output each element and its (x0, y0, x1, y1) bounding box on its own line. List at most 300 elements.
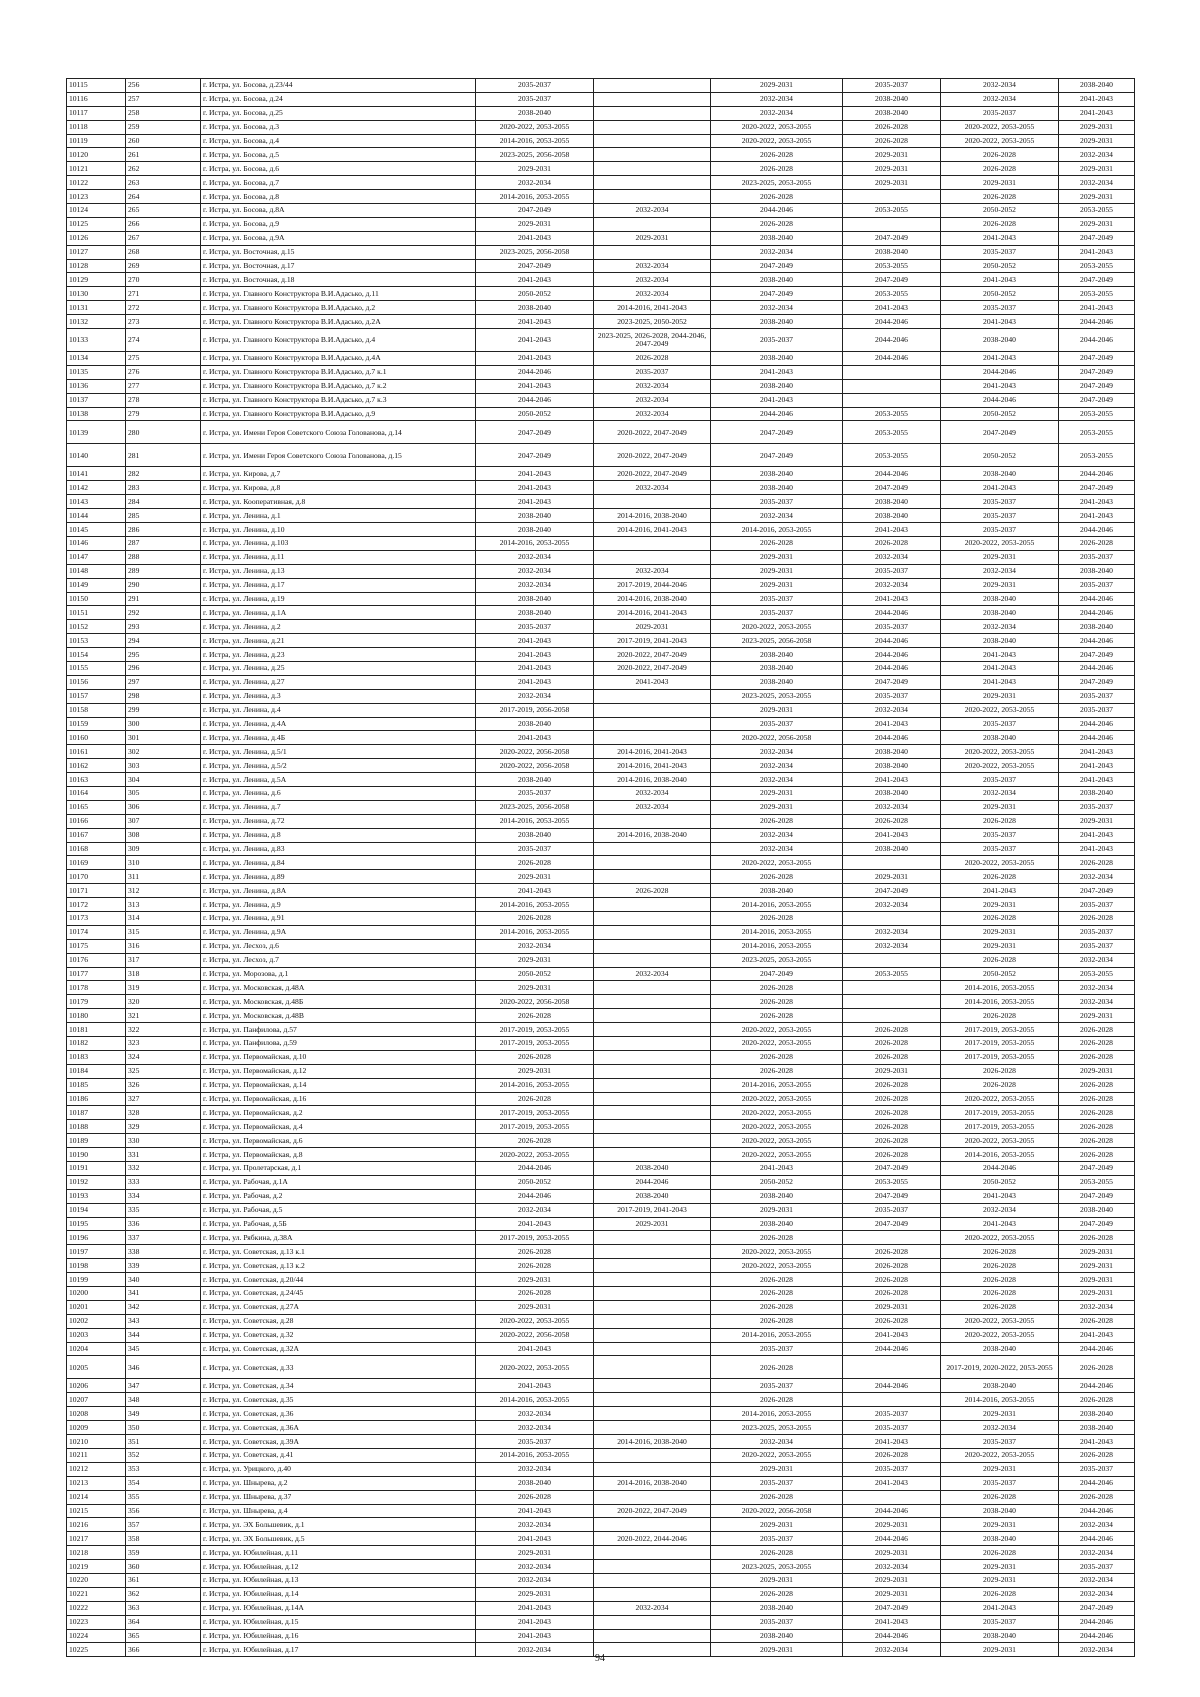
table-row (67, 648, 1135, 662)
cell-period-1: 2041-2043 (476, 315, 594, 329)
cell-address: г. Истра, ул. Урицкого, д.40 (201, 1462, 476, 1476)
cell-row-number: 363 (126, 1601, 201, 1615)
cell-period-2 (594, 176, 711, 190)
cell-row-number: 287 (126, 536, 201, 550)
table-row (67, 1189, 1135, 1203)
cell-period-2: 2020-2022, 2047-2049 (594, 661, 711, 675)
cell-period-4: 2029-2031 (843, 1573, 941, 1587)
cell-row-number: 352 (126, 1448, 201, 1462)
cell-period-4: 2038-2040 (843, 786, 941, 800)
cell-period-5: 2026-2028 (941, 1546, 1059, 1560)
cell-period-6: 2044-2046 (1059, 606, 1135, 620)
cell-period-2: 2041-2043 (594, 675, 711, 689)
document-page (66, 78, 1134, 1657)
cell-row-number: 354 (126, 1476, 201, 1490)
cell-row-number: 306 (126, 800, 201, 814)
cell-row-id: 10158 (67, 703, 126, 717)
cell-row-number: 308 (126, 828, 201, 842)
cell-row-number: 353 (126, 1462, 201, 1476)
cell-period-6: 2041-2043 (1059, 828, 1135, 842)
cell-period-3: 2035-2037 (711, 1532, 843, 1546)
cell-period-3: 2029-2031 (711, 564, 843, 578)
cell-row-number: 309 (126, 842, 201, 856)
cell-row-id: 10182 (67, 1037, 126, 1051)
cell-row-number: 303 (126, 759, 201, 773)
cell-period-6: 2044-2046 (1059, 1342, 1135, 1356)
cell-period-5: 2035-2037 (941, 842, 1059, 856)
cell-period-3: 2029-2031 (711, 1203, 843, 1217)
cell-period-4: 2044-2046 (843, 315, 941, 329)
cell-row-id: 10210 (67, 1435, 126, 1449)
cell-period-4: 2038-2040 (843, 245, 941, 259)
cell-period-3: 2035-2037 (711, 1342, 843, 1356)
table-row (67, 634, 1135, 648)
cell-period-6: 2047-2049 (1059, 365, 1135, 379)
cell-period-2: 2023-2025, 2050-2052 (594, 315, 711, 329)
cell-address: г. Истра, ул. Первомайская, д.12 (201, 1064, 476, 1078)
cell-period-1: 2041-2043 (476, 1342, 594, 1356)
cell-period-4 (843, 393, 941, 407)
cell-row-id: 10148 (67, 564, 126, 578)
cell-row-number: 297 (126, 675, 201, 689)
cell-period-6: 2026-2028 (1059, 1037, 1135, 1051)
cell-period-6: 2044-2046 (1059, 1532, 1135, 1546)
cell-period-5: 2035-2037 (941, 773, 1059, 787)
cell-period-5: 2029-2031 (941, 925, 1059, 939)
cell-row-id: 10155 (67, 661, 126, 675)
cell-period-2: 2032-2034 (594, 786, 711, 800)
cell-row-number: 257 (126, 92, 201, 106)
cell-period-3: 2041-2043 (711, 1162, 843, 1176)
cell-period-4: 2053-2055 (843, 259, 941, 273)
cell-period-4: 2032-2034 (843, 898, 941, 912)
cell-period-3: 2020-2022, 2053-2055 (711, 1092, 843, 1106)
cell-period-2: 2032-2034 (594, 273, 711, 287)
cell-period-2: 2014-2016, 2041-2043 (594, 745, 711, 759)
cell-period-4: 2044-2046 (843, 731, 941, 745)
table-row (67, 1050, 1135, 1064)
cell-period-6: 2053-2055 (1059, 407, 1135, 421)
cell-row-number: 314 (126, 911, 201, 925)
cell-period-2 (594, 1314, 711, 1328)
cell-address: г. Истра, ул. Главного Конструктора В.И.Адасько, д.7 к.2 (201, 379, 476, 393)
cell-period-4: 2026-2028 (843, 1037, 941, 1051)
table-row (67, 1175, 1135, 1189)
cell-period-6: 2026-2028 (1059, 1314, 1135, 1328)
cell-period-4: 2032-2034 (843, 550, 941, 564)
cell-row-number: 360 (126, 1560, 201, 1574)
cell-row-number: 276 (126, 365, 201, 379)
cell-row-number: 356 (126, 1504, 201, 1518)
cell-period-6: 2047-2049 (1059, 1217, 1135, 1231)
cell-period-5: 2026-2028 (941, 1259, 1059, 1273)
cell-row-number: 295 (126, 648, 201, 662)
cell-period-6: 2026-2028 (1059, 1023, 1135, 1037)
cell-period-6: 2047-2049 (1059, 273, 1135, 287)
cell-period-1: 2041-2043 (476, 467, 594, 481)
cell-period-6: 2026-2028 (1059, 1148, 1135, 1162)
cell-period-2 (594, 1287, 711, 1301)
cell-period-5: 2050-2052 (941, 259, 1059, 273)
schedule-table-body (67, 79, 1135, 1657)
cell-period-5: 2020-2022, 2053-2055 (941, 1231, 1059, 1245)
cell-period-2 (594, 245, 711, 259)
cell-period-3: 2020-2022, 2053-2055 (711, 1037, 843, 1051)
cell-period-1: 2047-2049 (476, 204, 594, 218)
cell-row-id: 10167 (67, 828, 126, 842)
cell-period-3: 2032-2034 (711, 745, 843, 759)
cell-row-id: 10224 (67, 1629, 126, 1643)
cell-address: г. Истра, ул. Кирова, д.8 (201, 481, 476, 495)
cell-row-number: 263 (126, 176, 201, 190)
cell-period-3: 2020-2022, 2053-2055 (711, 1259, 843, 1273)
cell-period-4 (843, 190, 941, 204)
cell-period-1: 2032-2034 (476, 1407, 594, 1421)
cell-period-4: 2035-2037 (843, 1203, 941, 1217)
cell-row-number: 285 (126, 509, 201, 523)
cell-address: г. Истра, ул. Босова, д.8А (201, 204, 476, 218)
cell-row-number: 272 (126, 301, 201, 315)
cell-period-4: 2032-2034 (843, 703, 941, 717)
cell-row-number: 292 (126, 606, 201, 620)
cell-row-id: 10117 (67, 106, 126, 120)
cell-row-id: 10195 (67, 1217, 126, 1231)
cell-row-id: 10183 (67, 1050, 126, 1064)
cell-address: г. Истра, ул. Главного Конструктора В.И.Адасько, д.2А (201, 315, 476, 329)
cell-period-2: 2026-2028 (594, 884, 711, 898)
cell-period-5: 2041-2043 (941, 315, 1059, 329)
cell-address: г. Истра, ул. Ленина, д.2 (201, 620, 476, 634)
cell-period-3: 2038-2040 (711, 884, 843, 898)
cell-period-2 (594, 1421, 711, 1435)
cell-period-6: 2053-2055 (1059, 259, 1135, 273)
table-row (67, 898, 1135, 912)
cell-period-1: 2014-2016, 2053-2055 (476, 1448, 594, 1462)
cell-row-id: 10129 (67, 273, 126, 287)
cell-row-id: 10115 (67, 79, 126, 93)
cell-period-3: 2038-2040 (711, 1601, 843, 1615)
table-row (67, 564, 1135, 578)
cell-address: г. Истра, ул. Ленина, д.91 (201, 911, 476, 925)
cell-period-3: 2026-2028 (711, 911, 843, 925)
cell-address: г. Истра, ул. Ленина, д.17 (201, 578, 476, 592)
cell-period-5: 2041-2043 (941, 661, 1059, 675)
cell-row-number: 325 (126, 1064, 201, 1078)
cell-period-5: 2032-2034 (941, 786, 1059, 800)
table-row (67, 204, 1135, 218)
cell-period-3: 2026-2028 (711, 1009, 843, 1023)
cell-address: г. Истра, ул. Имени Героя Советского Союза Голованова, д.15 (201, 444, 476, 467)
cell-address: г. Истра, ул. Ленина, д.6 (201, 786, 476, 800)
cell-period-5: 2026-2028 (941, 1064, 1059, 1078)
cell-row-number: 333 (126, 1175, 201, 1189)
cell-period-3: 2020-2022, 2056-2058 (711, 1504, 843, 1518)
cell-address: г. Истра, ул. Юбилейная, д.11 (201, 1546, 476, 1560)
cell-address: г. Истра, ул. Первомайская, д.6 (201, 1134, 476, 1148)
cell-period-4: 2029-2031 (843, 176, 941, 190)
cell-period-2: 2038-2040 (594, 1189, 711, 1203)
table-row (67, 800, 1135, 814)
cell-address: г. Истра, ул. Советская, д.39А (201, 1435, 476, 1449)
cell-period-1: 2041-2043 (476, 1217, 594, 1231)
cell-row-number: 319 (126, 981, 201, 995)
cell-address: г. Истра, ул. Ленина, д.21 (201, 634, 476, 648)
cell-period-5: 2041-2043 (941, 379, 1059, 393)
table-row (67, 731, 1135, 745)
table-row (67, 1573, 1135, 1587)
cell-address: г. Истра, ул. Главного Конструктора В.И.Адасько, д.9 (201, 407, 476, 421)
cell-period-6: 2041-2043 (1059, 495, 1135, 509)
cell-address: г. Истра, ул. Кирова, д.7 (201, 467, 476, 481)
cell-period-4: 2044-2046 (843, 1504, 941, 1518)
cell-period-6: 2029-2031 (1059, 1259, 1135, 1273)
cell-period-4: 2041-2043 (843, 828, 941, 842)
cell-period-5: 2050-2052 (941, 204, 1059, 218)
table-row (67, 1393, 1135, 1407)
cell-period-2 (594, 217, 711, 231)
cell-period-4 (843, 1393, 941, 1407)
cell-period-6: 2032-2034 (1059, 1518, 1135, 1532)
cell-period-2 (594, 898, 711, 912)
table-row (67, 1587, 1135, 1601)
cell-period-4 (843, 953, 941, 967)
cell-period-3: 2038-2040 (711, 273, 843, 287)
cell-period-4: 2029-2031 (843, 870, 941, 884)
cell-period-4 (843, 379, 941, 393)
table-row (67, 1629, 1135, 1643)
cell-period-5: 2050-2052 (941, 967, 1059, 981)
cell-period-2 (594, 717, 711, 731)
table-row (67, 550, 1135, 564)
cell-period-5: 2038-2040 (941, 731, 1059, 745)
cell-period-3: 2038-2040 (711, 1629, 843, 1643)
cell-address: г. Истра, ул. Первомайская, д.10 (201, 1050, 476, 1064)
table-row (67, 495, 1135, 509)
cell-period-1: 2032-2034 (476, 939, 594, 953)
cell-period-6: 2047-2049 (1059, 231, 1135, 245)
cell-period-1: 2041-2043 (476, 1379, 594, 1393)
cell-row-id: 10159 (67, 717, 126, 731)
cell-address: г. Истра, ул. Лесхоз, д.7 (201, 953, 476, 967)
cell-period-5: 2041-2043 (941, 352, 1059, 366)
table-row (67, 379, 1135, 393)
cell-period-5: 2041-2043 (941, 1189, 1059, 1203)
cell-period-4: 2026-2028 (843, 814, 941, 828)
cell-period-2 (594, 939, 711, 953)
cell-period-4: 2053-2055 (843, 204, 941, 218)
cell-period-1: 2014-2016, 2053-2055 (476, 536, 594, 550)
cell-row-id: 10170 (67, 870, 126, 884)
cell-period-2 (594, 92, 711, 106)
cell-row-id: 10133 (67, 329, 126, 352)
cell-period-5: 2029-2031 (941, 1560, 1059, 1574)
cell-period-5: 2041-2043 (941, 1217, 1059, 1231)
cell-address: г. Истра, ул. Юбилейная, д.17 (201, 1643, 476, 1657)
cell-address: г. Истра, ул. Ленина, д.89 (201, 870, 476, 884)
cell-period-3: 2032-2034 (711, 509, 843, 523)
table-row (67, 1560, 1135, 1574)
cell-row-id: 10180 (67, 1009, 126, 1023)
cell-period-4 (843, 1356, 941, 1379)
cell-period-3: 2023-2025, 2053-2055 (711, 1560, 843, 1574)
cell-period-2 (594, 1300, 711, 1314)
cell-period-1: 2041-2043 (476, 1504, 594, 1518)
table-row (67, 315, 1135, 329)
cell-period-2 (594, 1379, 711, 1393)
table-row (67, 884, 1135, 898)
cell-row-number: 364 (126, 1615, 201, 1629)
cell-address: г. Истра, ул. Московская, д.48А (201, 981, 476, 995)
cell-period-2: 2014-2016, 2038-2040 (594, 773, 711, 787)
cell-address: г. Истра, ул. Советская, д.27А (201, 1300, 476, 1314)
cell-period-5: 2029-2031 (941, 1407, 1059, 1421)
cell-row-id: 10181 (67, 1023, 126, 1037)
cell-address: г. Истра, ул. Советская, д.33 (201, 1356, 476, 1379)
cell-period-3: 2038-2040 (711, 315, 843, 329)
cell-row-id: 10173 (67, 911, 126, 925)
cell-period-6: 2044-2046 (1059, 523, 1135, 537)
cell-period-3: 2029-2031 (711, 1462, 843, 1476)
cell-address: г. Истра, ул. Главного Конструктора В.И.Адасько, д.4А (201, 352, 476, 366)
cell-period-1: 2032-2034 (476, 550, 594, 564)
cell-period-2 (594, 1462, 711, 1476)
cell-period-2 (594, 495, 711, 509)
cell-period-5: 2026-2028 (941, 1245, 1059, 1259)
cell-row-number: 264 (126, 190, 201, 204)
cell-row-number: 324 (126, 1050, 201, 1064)
cell-period-6: 2044-2046 (1059, 1476, 1135, 1490)
cell-address: г. Истра, ул. Ленина, д.4Б (201, 731, 476, 745)
cell-period-4: 2047-2049 (843, 1189, 941, 1203)
cell-period-2 (594, 1120, 711, 1134)
cell-period-3: 2023-2025, 2053-2055 (711, 953, 843, 967)
cell-period-6: 2035-2037 (1059, 689, 1135, 703)
cell-period-2: 2029-2031 (594, 1217, 711, 1231)
cell-period-6: 2041-2043 (1059, 245, 1135, 259)
cell-period-2: 2032-2034 (594, 481, 711, 495)
table-row (67, 1120, 1135, 1134)
cell-period-4: 2047-2049 (843, 884, 941, 898)
cell-row-id: 10215 (67, 1504, 126, 1518)
cell-period-5: 2038-2040 (941, 329, 1059, 352)
table-row (67, 1518, 1135, 1532)
table-row (67, 217, 1135, 231)
cell-period-6: 2044-2046 (1059, 634, 1135, 648)
cell-period-1: 2041-2043 (476, 634, 594, 648)
cell-row-number: 311 (126, 870, 201, 884)
cell-period-1: 2014-2016, 2053-2055 (476, 898, 594, 912)
cell-period-3: 2020-2022, 2053-2055 (711, 1134, 843, 1148)
cell-period-1: 2041-2043 (476, 1601, 594, 1615)
cell-period-1: 2032-2034 (476, 1573, 594, 1587)
cell-period-2: 2017-2019, 2041-2043 (594, 1203, 711, 1217)
cell-period-1: 2017-2019, 2053-2055 (476, 1106, 594, 1120)
cell-period-5: 2035-2037 (941, 523, 1059, 537)
cell-address: г. Истра, ул. Ленина, д.3 (201, 689, 476, 703)
cell-row-id: 10192 (67, 1175, 126, 1189)
table-row (67, 421, 1135, 444)
cell-row-number: 278 (126, 393, 201, 407)
cell-period-1: 2041-2043 (476, 661, 594, 675)
cell-period-3: 2038-2040 (711, 231, 843, 245)
cell-address: г. Истра, ул. Советская, д.32А (201, 1342, 476, 1356)
cell-period-6: 2026-2028 (1059, 1134, 1135, 1148)
cell-period-2 (594, 1629, 711, 1643)
cell-period-3: 2026-2028 (711, 1546, 843, 1560)
table-row (67, 190, 1135, 204)
cell-period-3: 2038-2040 (711, 1189, 843, 1203)
table-row (67, 329, 1135, 352)
cell-address: г. Истра, ул. Юбилейная, д.14А (201, 1601, 476, 1615)
cell-period-3: 2014-2016, 2053-2055 (711, 925, 843, 939)
cell-row-number: 256 (126, 79, 201, 93)
cell-address: г. Истра, ул. Советская, д.20/44 (201, 1273, 476, 1287)
cell-address: г. Истра, ул. Ленина, д.5/1 (201, 745, 476, 759)
cell-period-5: 2020-2022, 2053-2055 (941, 856, 1059, 870)
cell-period-6: 2026-2028 (1059, 1393, 1135, 1407)
table-row (67, 1245, 1135, 1259)
cell-period-3: 2026-2028 (711, 162, 843, 176)
cell-period-5: 2026-2028 (941, 217, 1059, 231)
cell-period-2 (594, 1560, 711, 1574)
cell-address: г. Истра, ул. Ленина, д.10 (201, 523, 476, 537)
cell-period-2 (594, 148, 711, 162)
cell-period-3: 2026-2028 (711, 981, 843, 995)
cell-period-4: 2029-2031 (843, 148, 941, 162)
cell-period-5: 2047-2049 (941, 421, 1059, 444)
cell-period-5: 2014-2016, 2053-2055 (941, 1393, 1059, 1407)
cell-period-1: 2029-2031 (476, 217, 594, 231)
cell-period-1: 2032-2034 (476, 1462, 594, 1476)
cell-period-6: 2041-2043 (1059, 745, 1135, 759)
table-row (67, 393, 1135, 407)
cell-address: г. Истра, ул. Ленина, д.4 (201, 703, 476, 717)
cell-row-id: 10146 (67, 536, 126, 550)
cell-period-3: 2038-2040 (711, 1217, 843, 1231)
cell-period-4 (843, 995, 941, 1009)
table-row (67, 1064, 1135, 1078)
cell-period-4: 2044-2046 (843, 1532, 941, 1546)
cell-address: г. Истра, ул. Первомайская, д.14 (201, 1078, 476, 1092)
cell-row-id: 10175 (67, 939, 126, 953)
cell-row-id: 10172 (67, 898, 126, 912)
cell-period-4: 2029-2031 (843, 1546, 941, 1560)
cell-row-number: 286 (126, 523, 201, 537)
cell-row-number: 279 (126, 407, 201, 421)
cell-period-6: 2026-2028 (1059, 856, 1135, 870)
cell-period-4: 2035-2037 (843, 689, 941, 703)
cell-row-number: 271 (126, 287, 201, 301)
cell-period-2: 2038-2040 (594, 1162, 711, 1176)
cell-row-id: 10138 (67, 407, 126, 421)
cell-period-2 (594, 1328, 711, 1342)
table-row (67, 231, 1135, 245)
cell-period-5: 2029-2031 (941, 578, 1059, 592)
cell-period-4: 2053-2055 (843, 967, 941, 981)
cell-period-2 (594, 1092, 711, 1106)
cell-period-5: 2032-2034 (941, 92, 1059, 106)
cell-row-id: 10141 (67, 467, 126, 481)
cell-row-number: 296 (126, 661, 201, 675)
cell-row-number: 268 (126, 245, 201, 259)
cell-period-5: 2026-2028 (941, 190, 1059, 204)
cell-row-number: 343 (126, 1314, 201, 1328)
cell-period-2: 2014-2016, 2038-2040 (594, 592, 711, 606)
cell-period-6: 2032-2034 (1059, 176, 1135, 190)
cell-address: г. Истра, ул. Ленина, д.103 (201, 536, 476, 550)
cell-row-id: 10205 (67, 1356, 126, 1379)
cell-period-1: 2041-2043 (476, 884, 594, 898)
